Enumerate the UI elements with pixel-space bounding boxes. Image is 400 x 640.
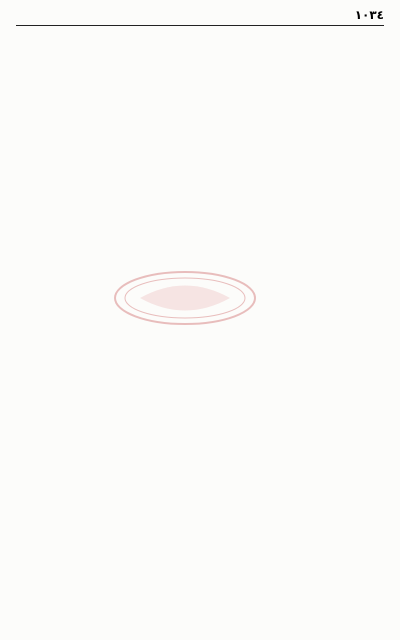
page-number: ١٠٣٤: [354, 8, 384, 22]
running-head: [16, 7, 384, 23]
library-seal-watermark-icon: [110, 268, 260, 328]
header-rule: [16, 25, 384, 26]
